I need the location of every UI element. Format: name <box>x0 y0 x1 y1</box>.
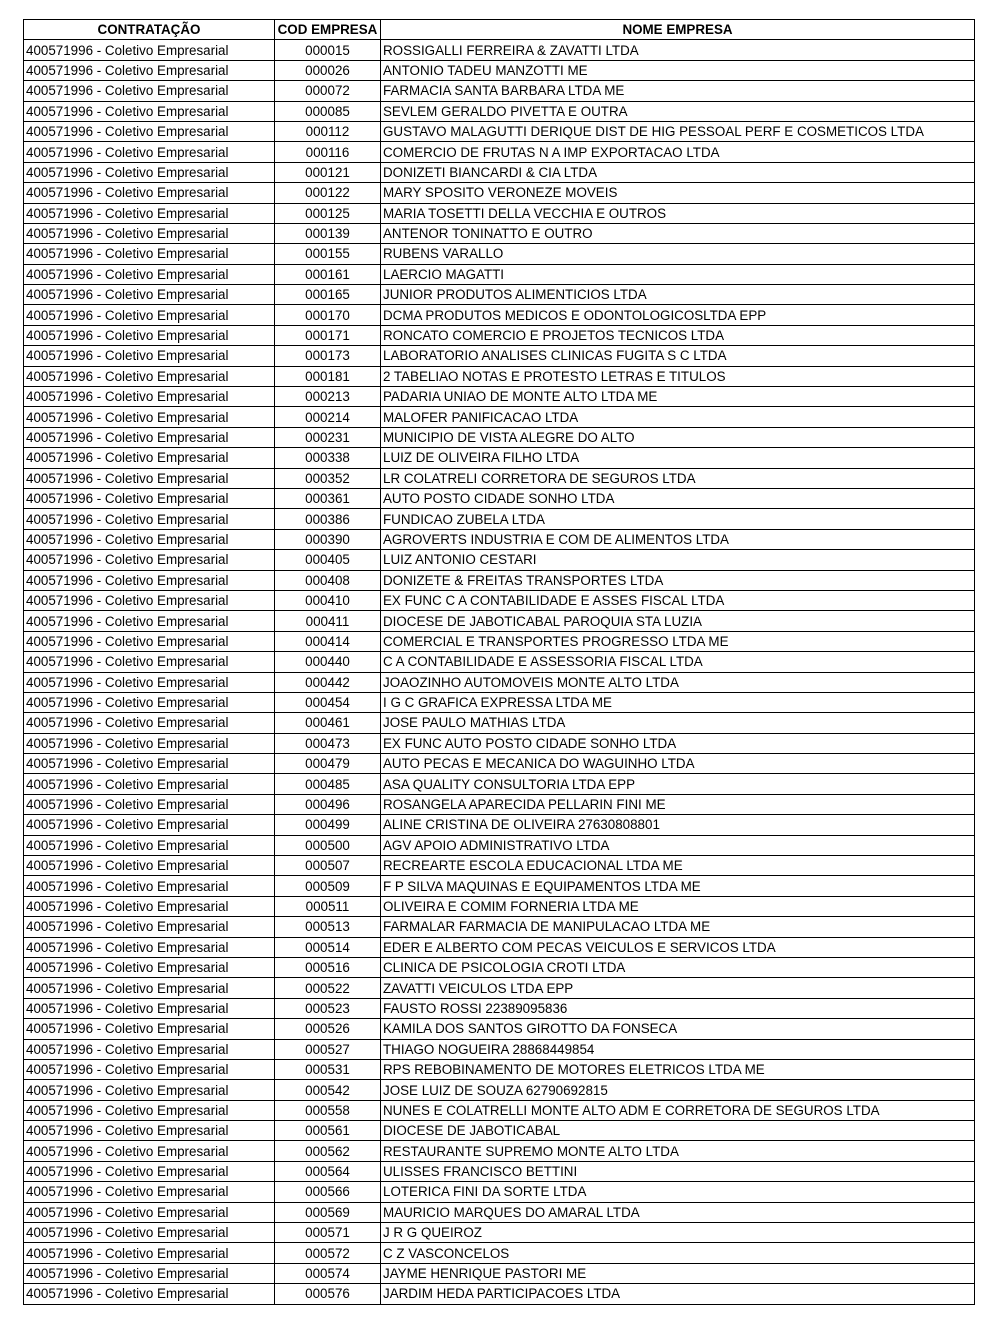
cell-nome-empresa: EDER E ALBERTO COM PECAS VEICULOS E SERVICOS LTDA <box>381 937 975 957</box>
cell-nome-empresa: AUTO PECAS E MECANICA DO WAGUINHO LTDA <box>381 754 975 774</box>
cell-nome-empresa: AGV APOIO ADMINISTRATIVO LTDA <box>381 835 975 855</box>
table-row <box>24 101 975 121</box>
cell-contratacao: 400571996 - Coletivo Empresarial <box>24 1121 275 1141</box>
table-row <box>24 1182 975 1202</box>
cell-cod-empresa: 000509 <box>275 876 381 896</box>
cell-nome-empresa: C Z VASCONCELOS <box>381 1243 975 1263</box>
cell-nome-empresa: GUSTAVO MALAGUTTI DERIQUE DIST DE HIG PESSOAL PERF E COSMETICOS LTDA <box>381 121 975 141</box>
cell-nome-empresa: ULISSES FRANCISCO BETTINI <box>381 1161 975 1181</box>
cell-nome-empresa: RUBENS VARALLO <box>381 244 975 264</box>
cell-contratacao: 400571996 - Coletivo Empresarial <box>24 325 275 345</box>
cell-contratacao: 400571996 - Coletivo Empresarial <box>24 611 275 631</box>
cell-nome-empresa: JUNIOR PRODUTOS ALIMENTICIOS LTDA <box>381 285 975 305</box>
cell-cod-empresa: 000414 <box>275 631 381 651</box>
cell-cod-empresa: 000514 <box>275 937 381 957</box>
table-row <box>24 488 975 508</box>
cell-cod-empresa: 000500 <box>275 835 381 855</box>
table-row <box>24 917 975 937</box>
cell-cod-empresa: 000170 <box>275 305 381 325</box>
table-row <box>24 264 975 284</box>
cell-cod-empresa: 000338 <box>275 448 381 468</box>
cell-cod-empresa: 000511 <box>275 896 381 916</box>
table-row <box>24 1059 975 1079</box>
cell-cod-empresa: 000361 <box>275 488 381 508</box>
cell-cod-empresa: 000499 <box>275 815 381 835</box>
cell-contratacao: 400571996 - Coletivo Empresarial <box>24 81 275 101</box>
cell-cod-empresa: 000181 <box>275 366 381 386</box>
table-row <box>24 896 975 916</box>
cell-nome-empresa: ANTONIO TADEU MANZOTTI ME <box>381 60 975 80</box>
cell-cod-empresa: 000231 <box>275 427 381 447</box>
cell-nome-empresa: LABORATORIO ANALISES CLINICAS FUGITA S C LTDA <box>381 346 975 366</box>
cell-contratacao: 400571996 - Coletivo Empresarial <box>24 285 275 305</box>
cell-cod-empresa: 000564 <box>275 1161 381 1181</box>
cell-nome-empresa: RESTAURANTE SUPREMO MONTE ALTO LTDA <box>381 1141 975 1161</box>
cell-cod-empresa: 000558 <box>275 1100 381 1120</box>
table-row <box>24 60 975 80</box>
cell-nome-empresa: EX FUNC C A CONTABILIDADE E ASSES FISCAL LTDA <box>381 590 975 610</box>
table-row <box>24 672 975 692</box>
cell-contratacao: 400571996 - Coletivo Empresarial <box>24 672 275 692</box>
cell-contratacao: 400571996 - Coletivo Empresarial <box>24 957 275 977</box>
cell-contratacao: 400571996 - Coletivo Empresarial <box>24 1039 275 1059</box>
cell-cod-empresa: 000072 <box>275 81 381 101</box>
cell-cod-empresa: 000085 <box>275 101 381 121</box>
table-row <box>24 244 975 264</box>
cell-nome-empresa: DONIZETI BIANCARDI & CIA LTDA <box>381 162 975 182</box>
cell-cod-empresa: 000165 <box>275 285 381 305</box>
cell-nome-empresa: EX FUNC AUTO POSTO CIDADE SONHO LTDA <box>381 733 975 753</box>
cell-nome-empresa: JOAOZINHO AUTOMOVEIS MONTE ALTO LTDA <box>381 672 975 692</box>
cell-nome-empresa: ASA QUALITY CONSULTORIA LTDA EPP <box>381 774 975 794</box>
table-row <box>24 509 975 529</box>
cell-contratacao: 400571996 - Coletivo Empresarial <box>24 774 275 794</box>
cell-cod-empresa: 000576 <box>275 1284 381 1304</box>
cell-contratacao: 400571996 - Coletivo Empresarial <box>24 1223 275 1243</box>
cell-cod-empresa: 000485 <box>275 774 381 794</box>
cell-cod-empresa: 000571 <box>275 1223 381 1243</box>
cell-contratacao: 400571996 - Coletivo Empresarial <box>24 917 275 937</box>
cell-contratacao: 400571996 - Coletivo Empresarial <box>24 1182 275 1202</box>
cell-contratacao: 400571996 - Coletivo Empresarial <box>24 366 275 386</box>
cell-nome-empresa: MARIA TOSETTI DELLA VECCHIA E OUTROS <box>381 203 975 223</box>
table-row <box>24 1039 975 1059</box>
cell-cod-empresa: 000572 <box>275 1243 381 1263</box>
cell-nome-empresa: LUIZ DE OLIVEIRA FILHO LTDA <box>381 448 975 468</box>
cell-contratacao: 400571996 - Coletivo Empresarial <box>24 203 275 223</box>
cell-nome-empresa: PADARIA UNIAO DE MONTE ALTO LTDA ME <box>381 387 975 407</box>
cell-contratacao: 400571996 - Coletivo Empresarial <box>24 570 275 590</box>
table-row <box>24 652 975 672</box>
cell-contratacao: 400571996 - Coletivo Empresarial <box>24 407 275 427</box>
cell-cod-empresa: 000116 <box>275 142 381 162</box>
header-contratacao: CONTRATAÇÃO <box>24 20 275 40</box>
cell-nome-empresa: FAUSTO ROSSI 22389095836 <box>381 998 975 1018</box>
cell-nome-empresa: F P SILVA MAQUINAS E EQUIPAMENTOS LTDA ME <box>381 876 975 896</box>
table-row <box>24 611 975 631</box>
table-row <box>24 957 975 977</box>
cell-nome-empresa: ROSANGELA APARECIDA PELLARIN FINI ME <box>381 794 975 814</box>
cell-nome-empresa: RPS REBOBINAMENTO DE MOTORES ELETRICOS LTDA ME <box>381 1059 975 1079</box>
cell-cod-empresa: 000386 <box>275 509 381 529</box>
table-row <box>24 876 975 896</box>
cell-contratacao: 400571996 - Coletivo Empresarial <box>24 937 275 957</box>
cell-contratacao: 400571996 - Coletivo Empresarial <box>24 754 275 774</box>
cell-contratacao: 400571996 - Coletivo Empresarial <box>24 815 275 835</box>
cell-cod-empresa: 000496 <box>275 794 381 814</box>
cell-nome-empresa: ANTENOR TONINATTO E OUTRO <box>381 223 975 243</box>
cell-nome-empresa: KAMILA DOS SANTOS GIROTTO DA FONSECA <box>381 1019 975 1039</box>
cell-nome-empresa: DIOCESE DE JABOTICABAL <box>381 1121 975 1141</box>
cell-cod-empresa: 000171 <box>275 325 381 345</box>
cell-nome-empresa: ALINE CRISTINA DE OLIVEIRA 27630808801 <box>381 815 975 835</box>
cell-contratacao: 400571996 - Coletivo Empresarial <box>24 835 275 855</box>
cell-nome-empresa: SEVLEM GERALDO PIVETTA E OUTRA <box>381 101 975 121</box>
cell-nome-empresa: MARY SPOSITO VERONEZE MOVEIS <box>381 183 975 203</box>
cell-nome-empresa: OLIVEIRA E COMIM FORNERIA LTDA ME <box>381 896 975 916</box>
cell-cod-empresa: 000569 <box>275 1202 381 1222</box>
cell-nome-empresa: LOTERICA FINI DA SORTE LTDA <box>381 1182 975 1202</box>
cell-contratacao: 400571996 - Coletivo Empresarial <box>24 896 275 916</box>
cell-nome-empresa: COMERCIAL E TRANSPORTES PROGRESSO LTDA ME <box>381 631 975 651</box>
table-row <box>24 713 975 733</box>
cell-contratacao: 400571996 - Coletivo Empresarial <box>24 264 275 284</box>
cell-contratacao: 400571996 - Coletivo Empresarial <box>24 1202 275 1222</box>
table-row <box>24 1263 975 1283</box>
cell-contratacao: 400571996 - Coletivo Empresarial <box>24 60 275 80</box>
header-cod-empresa: COD EMPRESA <box>275 20 381 40</box>
cell-contratacao: 400571996 - Coletivo Empresarial <box>24 509 275 529</box>
table-row <box>24 590 975 610</box>
cell-contratacao: 400571996 - Coletivo Empresarial <box>24 713 275 733</box>
cell-cod-empresa: 000161 <box>275 264 381 284</box>
cell-nome-empresa: FUNDICAO ZUBELA LTDA <box>381 509 975 529</box>
cell-nome-empresa: DCMA PRODUTOS MEDICOS E ODONTOLOGICOSLTDA EPP <box>381 305 975 325</box>
cell-contratacao: 400571996 - Coletivo Empresarial <box>24 1161 275 1181</box>
table-row <box>24 978 975 998</box>
cell-cod-empresa: 000461 <box>275 713 381 733</box>
cell-cod-empresa: 000479 <box>275 754 381 774</box>
table-row <box>24 325 975 345</box>
cell-cod-empresa: 000454 <box>275 692 381 712</box>
cell-nome-empresa: LR COLATRELI CORRETORA DE SEGUROS LTDA <box>381 468 975 488</box>
cell-cod-empresa: 000139 <box>275 223 381 243</box>
cell-cod-empresa: 000026 <box>275 60 381 80</box>
cell-contratacao: 400571996 - Coletivo Empresarial <box>24 448 275 468</box>
cell-cod-empresa: 000121 <box>275 162 381 182</box>
cell-contratacao: 400571996 - Coletivo Empresarial <box>24 794 275 814</box>
cell-nome-empresa: NUNES E COLATRELLI MONTE ALTO ADM E CORRETORA DE SEGUROS LTDA <box>381 1100 975 1120</box>
cell-contratacao: 400571996 - Coletivo Empresarial <box>24 40 275 60</box>
cell-contratacao: 400571996 - Coletivo Empresarial <box>24 529 275 549</box>
cell-nome-empresa: MUNICIPIO DE VISTA ALEGRE DO ALTO <box>381 427 975 447</box>
cell-cod-empresa: 000155 <box>275 244 381 264</box>
cell-nome-empresa: AGROVERTS INDUSTRIA E COM DE ALIMENTOS LTDA <box>381 529 975 549</box>
cell-cod-empresa: 000173 <box>275 346 381 366</box>
table-row <box>24 285 975 305</box>
table-row <box>24 427 975 447</box>
cell-cod-empresa: 000112 <box>275 121 381 141</box>
cell-contratacao: 400571996 - Coletivo Empresarial <box>24 998 275 1018</box>
cell-contratacao: 400571996 - Coletivo Empresarial <box>24 244 275 264</box>
cell-nome-empresa: 2 TABELIAO NOTAS E PROTESTO LETRAS E TITULOS <box>381 366 975 386</box>
table-row <box>24 774 975 794</box>
table-row <box>24 550 975 570</box>
cell-contratacao: 400571996 - Coletivo Empresarial <box>24 1019 275 1039</box>
cell-contratacao: 400571996 - Coletivo Empresarial <box>24 550 275 570</box>
cell-cod-empresa: 000531 <box>275 1059 381 1079</box>
cell-cod-empresa: 000442 <box>275 672 381 692</box>
table-row <box>24 468 975 488</box>
table-row <box>24 1100 975 1120</box>
cell-contratacao: 400571996 - Coletivo Empresarial <box>24 876 275 896</box>
cell-cod-empresa: 000507 <box>275 856 381 876</box>
cell-contratacao: 400571996 - Coletivo Empresarial <box>24 305 275 325</box>
cell-contratacao: 400571996 - Coletivo Empresarial <box>24 488 275 508</box>
cell-cod-empresa: 000405 <box>275 550 381 570</box>
cell-nome-empresa: JAYME HENRIQUE PASTORI ME <box>381 1263 975 1283</box>
cell-cod-empresa: 000523 <box>275 998 381 1018</box>
cell-cod-empresa: 000214 <box>275 407 381 427</box>
cell-contratacao: 400571996 - Coletivo Empresarial <box>24 978 275 998</box>
cell-cod-empresa: 000562 <box>275 1141 381 1161</box>
cell-contratacao: 400571996 - Coletivo Empresarial <box>24 692 275 712</box>
cell-cod-empresa: 000526 <box>275 1019 381 1039</box>
table-row <box>24 998 975 1018</box>
cell-cod-empresa: 000213 <box>275 387 381 407</box>
table-row <box>24 121 975 141</box>
cell-nome-empresa: FARMACIA SANTA BARBARA LTDA ME <box>381 81 975 101</box>
cell-nome-empresa: C A CONTABILIDADE E ASSESSORIA FISCAL LTDA <box>381 652 975 672</box>
table-row <box>24 1080 975 1100</box>
table-header-row <box>24 20 975 40</box>
cell-contratacao: 400571996 - Coletivo Empresarial <box>24 427 275 447</box>
cell-nome-empresa: RECREARTE ESCOLA EDUCACIONAL LTDA ME <box>381 856 975 876</box>
cell-nome-empresa: JOSE LUIZ DE SOUZA 62790692815 <box>381 1080 975 1100</box>
table-row <box>24 835 975 855</box>
cell-nome-empresa: AUTO POSTO CIDADE SONHO LTDA <box>381 488 975 508</box>
cell-contratacao: 400571996 - Coletivo Empresarial <box>24 1059 275 1079</box>
table-row <box>24 40 975 60</box>
cell-contratacao: 400571996 - Coletivo Empresarial <box>24 142 275 162</box>
cell-contratacao: 400571996 - Coletivo Empresarial <box>24 1080 275 1100</box>
cell-contratacao: 400571996 - Coletivo Empresarial <box>24 468 275 488</box>
cell-nome-empresa: JARDIM HEDA PARTICIPACOES LTDA <box>381 1284 975 1304</box>
companies-table <box>23 19 975 1305</box>
cell-nome-empresa: JOSE PAULO MATHIAS LTDA <box>381 713 975 733</box>
table-row <box>24 81 975 101</box>
cell-contratacao: 400571996 - Coletivo Empresarial <box>24 733 275 753</box>
cell-contratacao: 400571996 - Coletivo Empresarial <box>24 631 275 651</box>
table-row <box>24 223 975 243</box>
cell-nome-empresa: I G C GRAFICA EXPRESSA LTDA ME <box>381 692 975 712</box>
cell-cod-empresa: 000015 <box>275 40 381 60</box>
cell-cod-empresa: 000574 <box>275 1263 381 1283</box>
cell-contratacao: 400571996 - Coletivo Empresarial <box>24 1100 275 1120</box>
cell-cod-empresa: 000411 <box>275 611 381 631</box>
table-row <box>24 305 975 325</box>
table-row <box>24 856 975 876</box>
table-row <box>24 448 975 468</box>
table-row <box>24 794 975 814</box>
table-row <box>24 1284 975 1304</box>
table-row <box>24 529 975 549</box>
table-row <box>24 1141 975 1161</box>
cell-contratacao: 400571996 - Coletivo Empresarial <box>24 1263 275 1283</box>
cell-cod-empresa: 000522 <box>275 978 381 998</box>
cell-nome-empresa: MAURICIO MARQUES DO AMARAL LTDA <box>381 1202 975 1222</box>
cell-cod-empresa: 000122 <box>275 183 381 203</box>
cell-cod-empresa: 000566 <box>275 1182 381 1202</box>
table-body <box>24 40 975 1304</box>
cell-nome-empresa: J R G QUEIROZ <box>381 1223 975 1243</box>
cell-nome-empresa: COMERCIO DE FRUTAS N A IMP EXPORTACAO LTDA <box>381 142 975 162</box>
table-row <box>24 346 975 366</box>
cell-contratacao: 400571996 - Coletivo Empresarial <box>24 590 275 610</box>
table-row <box>24 162 975 182</box>
cell-contratacao: 400571996 - Coletivo Empresarial <box>24 183 275 203</box>
cell-cod-empresa: 000390 <box>275 529 381 549</box>
cell-cod-empresa: 000408 <box>275 570 381 590</box>
cell-contratacao: 400571996 - Coletivo Empresarial <box>24 121 275 141</box>
cell-contratacao: 400571996 - Coletivo Empresarial <box>24 223 275 243</box>
cell-cod-empresa: 000125 <box>275 203 381 223</box>
table-row <box>24 387 975 407</box>
table-row <box>24 1202 975 1222</box>
cell-contratacao: 400571996 - Coletivo Empresarial <box>24 387 275 407</box>
cell-contratacao: 400571996 - Coletivo Empresarial <box>24 346 275 366</box>
cell-nome-empresa: ZAVATTI VEICULOS LTDA EPP <box>381 978 975 998</box>
table-row <box>24 692 975 712</box>
table-row <box>24 183 975 203</box>
cell-contratacao: 400571996 - Coletivo Empresarial <box>24 101 275 121</box>
table-row <box>24 1019 975 1039</box>
table-row <box>24 937 975 957</box>
table-row <box>24 142 975 162</box>
cell-cod-empresa: 000516 <box>275 957 381 977</box>
table-row <box>24 203 975 223</box>
cell-cod-empresa: 000561 <box>275 1121 381 1141</box>
cell-nome-empresa: DIOCESE DE JABOTICABAL PAROQUIA STA LUZIA <box>381 611 975 631</box>
cell-nome-empresa: ROSSIGALLI FERREIRA & ZAVATTI LTDA <box>381 40 975 60</box>
table-row <box>24 407 975 427</box>
cell-nome-empresa: DONIZETE & FREITAS TRANSPORTES LTDA <box>381 570 975 590</box>
cell-contratacao: 400571996 - Coletivo Empresarial <box>24 1243 275 1263</box>
table-row <box>24 815 975 835</box>
cell-contratacao: 400571996 - Coletivo Empresarial <box>24 1284 275 1304</box>
cell-cod-empresa: 000542 <box>275 1080 381 1100</box>
cell-cod-empresa: 000352 <box>275 468 381 488</box>
cell-nome-empresa: LUIZ ANTONIO CESTARI <box>381 550 975 570</box>
cell-nome-empresa: FARMALAR FARMACIA DE MANIPULACAO LTDA ME <box>381 917 975 937</box>
table-row <box>24 1243 975 1263</box>
cell-contratacao: 400571996 - Coletivo Empresarial <box>24 856 275 876</box>
cell-contratacao: 400571996 - Coletivo Empresarial <box>24 1141 275 1161</box>
cell-cod-empresa: 000440 <box>275 652 381 672</box>
cell-nome-empresa: LAERCIO MAGATTI <box>381 264 975 284</box>
table-row <box>24 1121 975 1141</box>
cell-cod-empresa: 000410 <box>275 590 381 610</box>
cell-cod-empresa: 000527 <box>275 1039 381 1059</box>
cell-nome-empresa: CLINICA DE PSICOLOGIA CROTI LTDA <box>381 957 975 977</box>
cell-nome-empresa: THIAGO NOGUEIRA 28868449854 <box>381 1039 975 1059</box>
table-row <box>24 570 975 590</box>
table-row <box>24 754 975 774</box>
cell-cod-empresa: 000473 <box>275 733 381 753</box>
cell-nome-empresa: MALOFER PANIFICACAO LTDA <box>381 407 975 427</box>
cell-contratacao: 400571996 - Coletivo Empresarial <box>24 652 275 672</box>
header-nome-empresa: NOME EMPRESA <box>381 20 975 40</box>
cell-contratacao: 400571996 - Coletivo Empresarial <box>24 162 275 182</box>
cell-nome-empresa: RONCATO COMERCIO E PROJETOS TECNICOS LTDA <box>381 325 975 345</box>
table-row <box>24 1161 975 1181</box>
table-row <box>24 366 975 386</box>
cell-cod-empresa: 000513 <box>275 917 381 937</box>
table-row <box>24 1223 975 1243</box>
table-row <box>24 733 975 753</box>
table-row <box>24 631 975 651</box>
